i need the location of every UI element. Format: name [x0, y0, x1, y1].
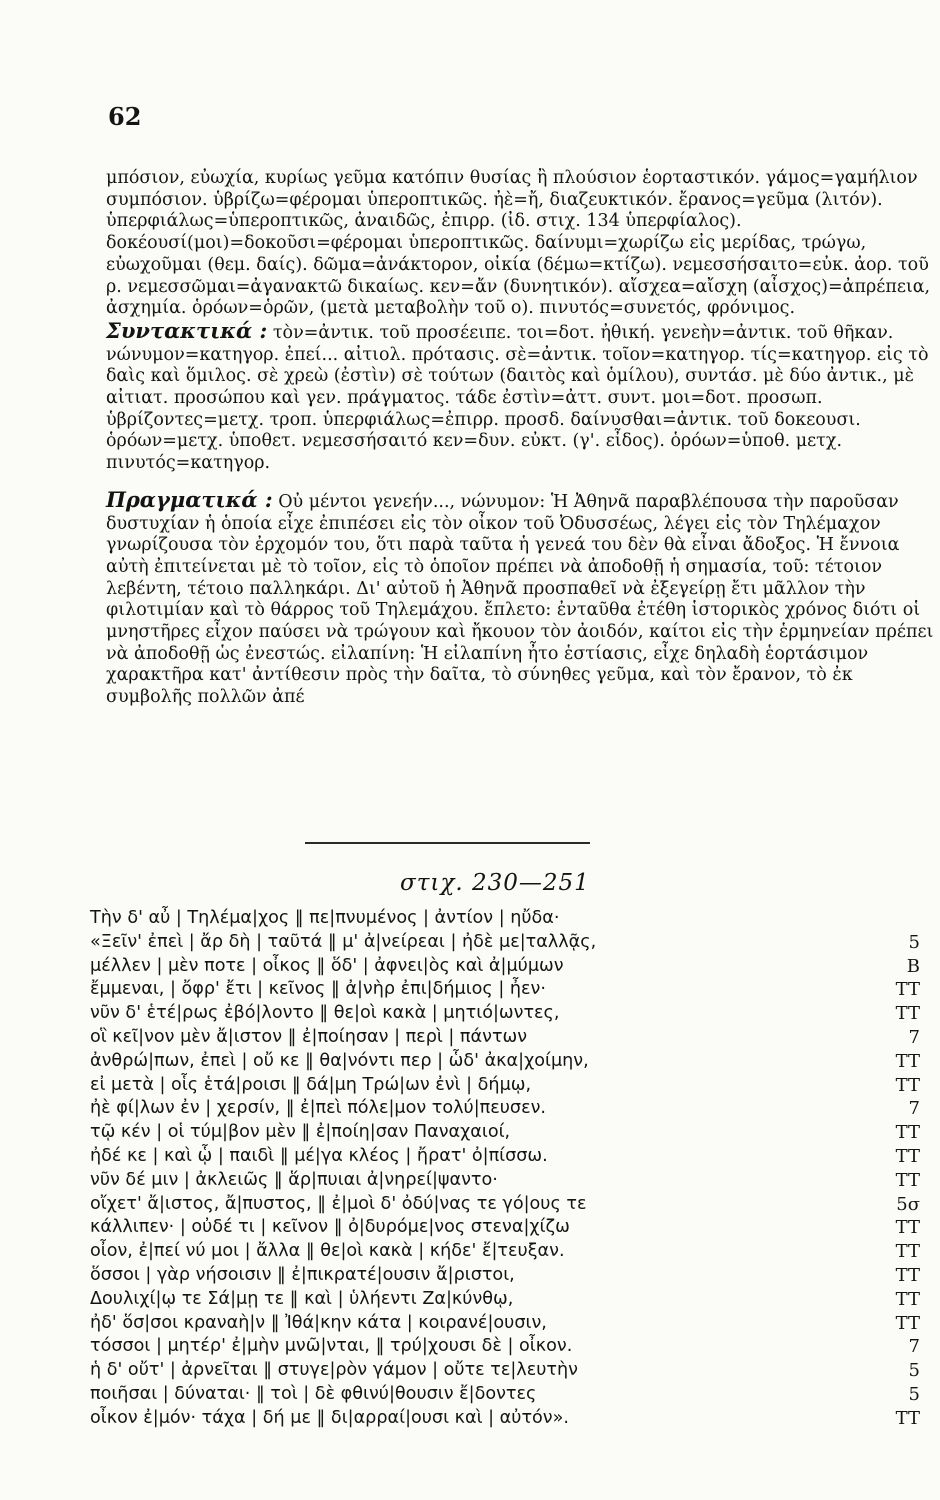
verse-line: [90, 1359, 920, 1383]
verse-text: τόσσοι | μητέρ' ἐ|μὴν μνῶ|νται, ‖ τρύ|χουσι δὲ | οἶκον.: [90, 1336, 573, 1357]
verse-line: [90, 931, 920, 955]
verse-meter-mark: 5σ: [896, 1193, 920, 1215]
verse-line: [90, 1026, 920, 1050]
verse-line: [90, 907, 920, 931]
verse-line: [90, 1002, 920, 1026]
verse-text: ὅσσοι | γὰρ νήσοισιν ‖ ἐ|πικρατέ|ουσιν ἄ|ριστοι,: [90, 1264, 515, 1285]
verse-text: Δουλιχί|ῳ τε Σά|μῃ τε ‖ καὶ | ὑλήεντι Ζα|κύνθῳ,: [90, 1288, 514, 1309]
verse-text: ἠὲ φί|λων ἐν | χερσίν, ‖ ἐ|πεὶ πόλε|μον τολύ|πευσεν.: [90, 1098, 547, 1119]
verse-meter-mark: TT: [895, 1145, 920, 1167]
verse-line: [90, 1312, 920, 1336]
verse-text: Τὴν δ' αὖ | Τηλέμα|χος ‖ πε|πνυμένος | ἀντίον | ηὔδα·: [90, 908, 560, 928]
verse-meter-mark: TT: [895, 1264, 920, 1286]
commentary-block: [106, 168, 934, 709]
verses-section-title: στιχ. 230—251: [400, 870, 590, 896]
verse-meter-mark: 5: [908, 931, 920, 953]
verse-text: οἶον, ἐ|πεί νύ μοι | ἄλλα ‖ θε|οὶ κακὰ | κήδε' ἔ|τευξαν.: [90, 1241, 565, 1262]
practical-notes: [106, 486, 934, 709]
practical-notes-text: Οὐ μέντοι γενεήν..., νώνυμον: Ἡ Ἀθηνᾶ παραβλέπουσα τὴν παροῦσαν δυστυχίαν ἡ ὁποία εἶχε ἐπιπέσει εἰς τὸν οἶκον τοῦ Ὀδυσσέως, λέγει εἰς τὸν Τηλέμαχον γνωρίζουσα τὸν ἐρχομόν του, ὅτι παρὰ ταῦτα ἡ γενεά του δὲν θὰ εἶναι ἄδοξος. Ἡ ἔννοια αὐτὴ ἐπιτείνεται μὲ τὸ τοῖον, εἰς τὸ ὁποῖον πρέπει νὰ ἀποδοθῇ ἡ σημασία, τοῦ: τέτοιον λεβέντη, τέτοιο παλληκάρι. Δι' αὐτοῦ ἡ Ἀθηνᾶ προσπαθεῖ νὰ ἐξεγείρῃ ἔτι μᾶλλον τὴν φιλοτιμίαν καὶ τὸ θάρρος τοῦ Τηλεμάχου. ἔπλετο: ἐνταῦθα ἐτέθη ἱστορικὸς χρόνος διότι οἱ μνηστῆρες εἶχον παύσει νὰ τρώγουν καὶ ἤκουον τὸν ἀοιδόν, καίτοι εἰς τὴν ἑρμηνείαν πρέπει νὰ ἀποδοθῇ ὡς ἐνεστώς. εἰλαπίνη: Ἡ εἰλαπίνη ἦτο ἑστίασις, εἶχε δηλαδὴ ἑορτάσιμον χαρακτῆρα κατ' ἀντίθεσιν πρὸς τὴν δαῖτα, τὸ σύνηθες γεῦμα, καὶ τὸν ἔρανον, τὸ ἐκ συμβολῆς πολλῶν ἀπέ: [106, 491, 934, 708]
verse-meter-mark: TT: [895, 1169, 920, 1191]
verse-line: [90, 1407, 920, 1431]
verse-text: ποιῆσαι | δύναται· ‖ τοὶ | δὲ φθινύ|θουσιν ἔ|δοντες: [90, 1383, 537, 1404]
verse-text: εἰ μετὰ | οἷς ἑτά|ροισι ‖ δά|μη Τρώ|ων ἐνὶ | δήμῳ,: [90, 1074, 532, 1095]
verse-meter-mark: 5: [908, 1383, 920, 1405]
verse-text: κάλλιπεν· | οὐδέ τι | κεῖνον ‖ ὀ|δυρόμε|νος στενα|χίζω: [90, 1217, 570, 1238]
verse-text: μέλλεν | μὲν ποτε | οἶκος ‖ ὅδ' | ἀφνει|ὸς καὶ ἀ|μύμων: [90, 955, 564, 976]
verse-text: οἳ κεῖ|νον μὲν ἄ|ιστον ‖ ἐ|ποίησαν | περὶ | πάντων: [90, 1026, 528, 1047]
vocabulary-notes: μπόσιον, εὐωχία, κυρίως γεῦμα κατόπιν θυσίας ἢ πλούσιον ἑορταστικόν. γάμος=γαμήλιον συμπόσιον. ὑβρίζω=φέρομαι ὑπεροπτικῶς. ἠὲ=ἤ, διαζευκτικόν. ἔρανος=γεῦμα (λιτόν). ὑπερφιάλως=ὑπεροπτικῶς, ἀναιδῶς, ἐπιρρ. (ἰδ. στιχ. 134 ὑπερφίαλος). δοκέουσί(μοι)=δοκοῦσι=φέρομαι ὑπεροπτικῶς. δαίνυμι=χωρίζω εἰς μερίδας, τρώγω, εὐωχοῦμαι (θεμ. δαίς). δῶμα=ἀνάκτορον, οἰκία (δέμω=κτίζω). νεμεσσήσαιτο=εὐκ. ἀορ. τοῦ ρ. νεμεσσῶμαι=ἀγανακτῶ δικαίως. κεν=ἄν (δυνητικόν). αἴσχεα=αἴσχη (αἶσχος)=ἀπρέπεια, ἀσχημία. ὁρόων=ὁρῶν, (μετὰ μεταβολὴν τοῦ ο). πινυτός=συνετός, φρόνιμος.: [106, 168, 931, 319]
verse-meter-mark: 7: [908, 1098, 920, 1120]
verse-text: ἠδ' ὅσ|σοι κραναὴ|ν ‖ Ἰθά|κην κάτα | κοιρανέ|ουσιν,: [90, 1312, 547, 1333]
verse-line: [90, 1240, 920, 1264]
verse-meter-mark: 7: [908, 1026, 920, 1048]
verse-text: οἴχετ' ἄ|ιστος, ἄ|πυστος, ‖ ἐ|μοὶ δ' ὀδύ|νας τε γό|ους τε: [90, 1193, 587, 1214]
verse-line: [90, 1097, 920, 1121]
verse-line: [90, 1169, 920, 1193]
verse-meter-mark: TT: [895, 1003, 920, 1025]
verse-text: οἶκον ἐ|μόν· τάχα | δή με ‖ δι|αρραί|ουσι καὶ | αὐτόν».: [90, 1407, 569, 1428]
verse-text: τῷ κέν | οἱ τύμ|βον μὲν ‖ ἐ|ποίη|σαν Παναχαιοί,: [90, 1122, 511, 1143]
page-number: 62: [108, 102, 142, 131]
verse-line: [90, 1288, 920, 1312]
verse-meter-mark: TT: [895, 1241, 920, 1263]
verse-line: [90, 1121, 920, 1145]
section-divider: [305, 842, 590, 844]
verse-text: νῦν δ' ἑτέ|ρως ἐβό|λοντο ‖ θε|οὶ κακὰ | μητιό|ωντες,: [90, 1003, 560, 1024]
syntax-notes-text: τὸν=ἀντικ. τοῦ προσέειπε. τοι=δοτ. ἠθική. γενεὴν=ἀντικ. τοῦ θῆκαν. νώνυμον=κατηγορ. ἐπεί... αἰτιολ. πρότασις. σὲ=ἀντικ. τοῖον=κατηγορ. τίς=κατηγορ. εἰς τὸ δαὶς καὶ ὅμιλος. σὲ χρεὼ (ἐστὶν) σὲ τούτων (δαιτὸς καὶ ὁμίλου), συντάσ. μὲ δύο ἀντικ., μὲ αἰτιατ. προσώπου καὶ γεν. πράγματος. τάδε ἐστὶν=ἀττ. συντ. μοι=δοτ. προσωπ. ὑβρίζοντες=μετχ. τροπ. ὑπερφιάλως=ἐπιρρ. προσδ. δαίνυσθαι=ἀντικ. τοῦ δοκεουσι. ὁρόων=μετχ. ὑποθετ. νεμεσσήσαιτό κεν=δυν. εὐκτ. (γ'. εἶδος). ὁρόων=ὑποθ. μετχ. πινυτός=κατηγορ.: [106, 322, 929, 474]
syntax-heading: Συντακτικά :: [106, 317, 268, 343]
verse-line: [90, 978, 920, 1002]
verse-text: ἔμμεναι, | ὄφρ' ἔτι | κεῖνος ‖ ἀ|νὴρ ἐπι|δήμιος | ἦεν·: [90, 979, 546, 1000]
verse-line: [90, 1050, 920, 1074]
syntax-notes: [106, 317, 934, 475]
verse-meter-mark: TT: [895, 1050, 920, 1072]
verse-meter-mark: TT: [895, 1288, 920, 1310]
verse-list: [90, 907, 920, 1431]
verse-text: ἠδέ κε | καὶ ᾧ | παιδὶ ‖ μέ|γα κλέος | ἤρατ' ὀ|πίσσω.: [90, 1145, 548, 1166]
verse-text: νῦν δέ μιν | ἀκλειῶς ‖ ἅρ|πυιαι ἀ|νηρεί|ψαντο·: [90, 1169, 498, 1190]
verse-meter-mark: 7: [908, 1336, 920, 1358]
verse-line: [90, 1216, 920, 1240]
verse-meter-mark: TT: [895, 1407, 920, 1429]
verse-meter-mark: TT: [895, 1312, 920, 1334]
practical-heading: Πραγματικά :: [106, 486, 273, 512]
verse-meter-mark: TT: [895, 1122, 920, 1144]
verse-meter-mark: TT: [895, 979, 920, 1001]
verse-line: [90, 955, 920, 979]
verse-meter-mark: TT: [895, 1217, 920, 1239]
verse-meter-mark: B: [906, 955, 920, 977]
verse-line: [90, 1145, 920, 1169]
verse-line: [90, 1193, 920, 1217]
verse-text: ἡ δ' οὔτ' | ἀρνεῖται ‖ στυγε|ρὸν γάμον | οὔτε τε|λευτὴν: [90, 1360, 578, 1381]
verse-line: [90, 1335, 920, 1359]
verse-line: [90, 1383, 920, 1407]
verse-line: [90, 1074, 920, 1098]
verse-text: ἀνθρώ|πων, ἐπεὶ | οὔ κε ‖ θα|νόντι περ | ὧδ' ἀκα|χοίμην,: [90, 1050, 589, 1071]
verse-meter-mark: TT: [895, 1074, 920, 1096]
verse-meter-mark: 5: [908, 1360, 920, 1382]
verse-line: [90, 1264, 920, 1288]
verse-text: «Ξεῖν' ἐπεὶ | ἄρ δὴ | ταῦτά ‖ μ' ἀ|νείρεαι | ἠδὲ με|ταλλᾷς,: [90, 931, 597, 952]
